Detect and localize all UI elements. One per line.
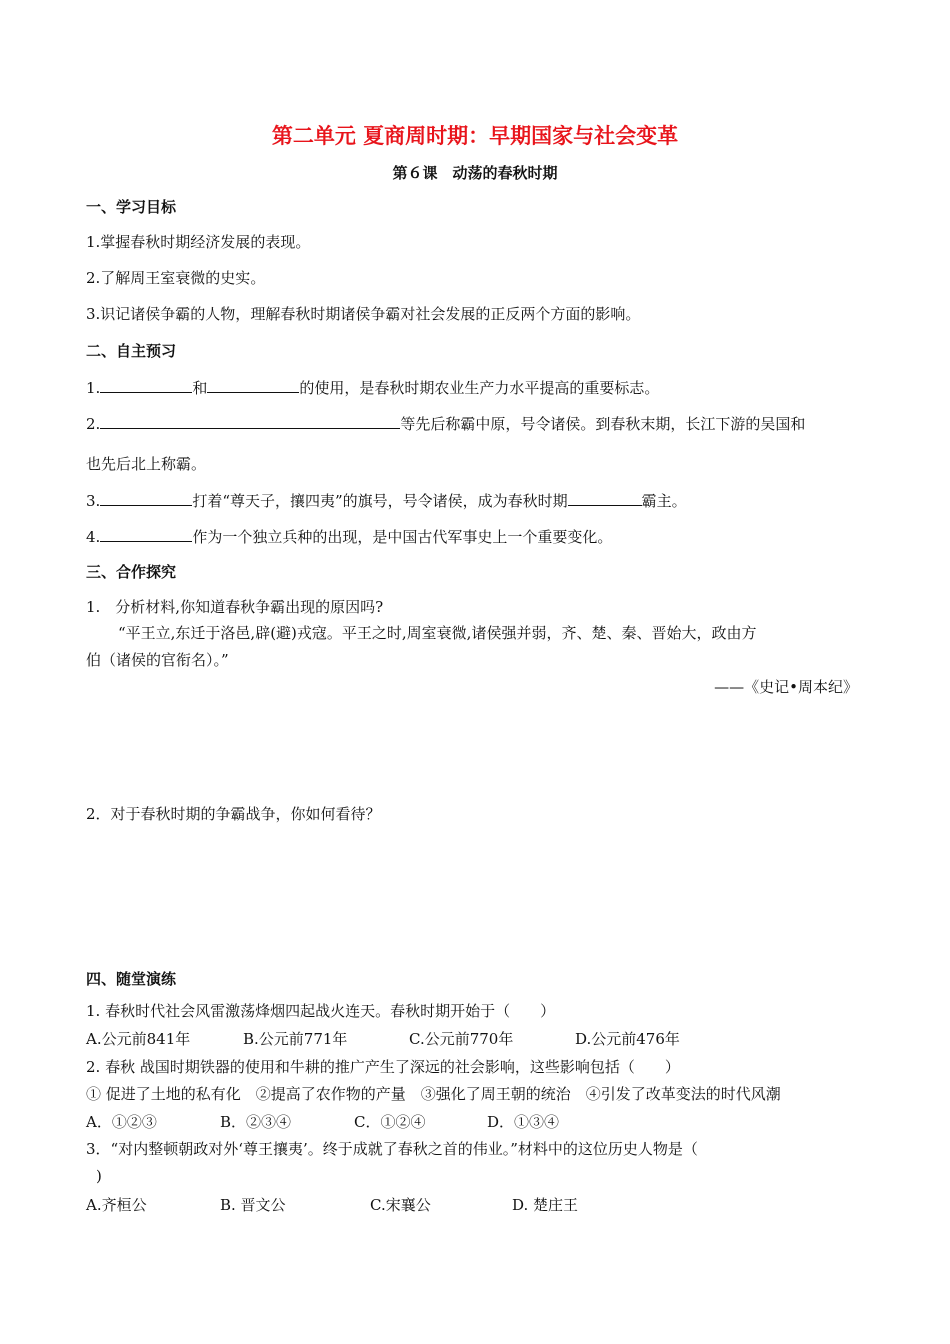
question-number: 4.	[86, 528, 101, 546]
answer-blank[interactable]	[100, 490, 192, 506]
option-c[interactable]: C.公元前770年	[409, 1030, 514, 1048]
question-text: 的使用，是春秋时期农业生产力水平提高的重要标志。	[299, 379, 660, 397]
unit-title: 第二单元 夏商周时期：早期国家与社会变革	[271, 124, 679, 148]
goal-item: 1.掌握春秋时期经济发展的表现。	[86, 233, 311, 251]
question-text: 和	[192, 379, 208, 397]
practice-options-2	[86, 1112, 559, 1132]
question-text: 霸主。	[641, 492, 687, 510]
option-a[interactable]: A.公元前841年	[86, 1030, 191, 1048]
section-heading-explore: 三、合作探究	[86, 563, 177, 581]
practice-question-2: 2. 春秋 战国时期铁器的使用和牛耕的推广产生了深远的社会影响，这些影响包括（ ）	[86, 1058, 680, 1076]
goal-item: 3.识记诸侯争霸的人物，理解春秋时期诸侯争霸对社会发展的正反两个方面的影响。	[86, 305, 641, 323]
question-number: 3.	[86, 492, 101, 510]
practice-question-3-cont: )	[96, 1167, 102, 1185]
option-d[interactable]: D. 楚庄王	[512, 1196, 579, 1214]
section-heading-preview: 二、自主预习	[86, 342, 177, 360]
answer-blank[interactable]	[568, 490, 642, 506]
question-text: 等先后称霸中原，号令诸侯。到春秋末期，长江下游的吴国和	[400, 415, 806, 433]
option-a[interactable]: A．①②③	[86, 1113, 157, 1131]
goal-item: 2.了解周王室衰微的史实。	[86, 269, 266, 287]
answer-blank[interactable]	[100, 377, 192, 393]
option-d[interactable]: D.公元前476年	[575, 1030, 680, 1048]
answer-blank[interactable]	[207, 377, 299, 393]
practice-statements-2: ① 促进了土地的私有化 ②提高了农作物的产量 ③强化了周王朝的统治 ④引发了改革变法的时代风潮	[86, 1085, 781, 1103]
preview-question-1	[86, 377, 659, 398]
preview-question-2-cont: 也先后北上称霸。	[86, 455, 207, 473]
option-b[interactable]: B.公元前771年	[243, 1030, 348, 1048]
explore-question-1: 1. 分析材料,你知道春秋争霸出现的原因吗?	[86, 598, 384, 616]
practice-options-3	[86, 1195, 578, 1215]
answer-blank[interactable]	[100, 526, 192, 542]
quote-source: ——《史记•周本纪》	[714, 678, 858, 696]
quote-text: 伯（诸侯的官衔名）。”	[86, 651, 229, 669]
preview-question-2	[86, 413, 805, 434]
option-d[interactable]: D．①③④	[487, 1113, 560, 1131]
quote-text: “平王立,东迁于洛邑,辟(避)戎寇。平王之时,周室衰微,诸侯强并弱，齐、楚、秦、晋始大，政由方	[118, 624, 757, 642]
question-number: 1.	[86, 379, 101, 397]
option-c[interactable]: C.宋襄公	[370, 1196, 431, 1214]
explore-question-2: 2．对于春秋时期的争霸战争，你如何看待？	[86, 805, 381, 823]
practice-question-1: 1. 春秋时代社会风雷激荡烽烟四起战火连天。春秋时期开始于（ ）	[86, 1002, 556, 1020]
practice-options-1	[86, 1029, 680, 1049]
preview-question-4	[86, 526, 612, 547]
section-heading-practice: 四、随堂演练	[86, 970, 177, 988]
option-a[interactable]: A.齐桓公	[86, 1196, 147, 1214]
option-c[interactable]: C．①②④	[354, 1113, 426, 1131]
section-heading-goals: 一、学习目标	[86, 198, 177, 216]
lesson-title: 第６课 动荡的春秋时期	[392, 164, 558, 182]
practice-question-3: 3．“对内整顿朝政对外‘尊王攘夷’。终于成就了春秋之首的伟业。”材料中的这位历史人物是（	[86, 1140, 698, 1158]
question-number: 2.	[86, 415, 101, 433]
question-text: 打着“尊天子，攘四夷”的旗号，号令诸侯，成为春秋时期	[192, 492, 568, 510]
question-text: 作为一个独立兵种的出现，是中国古代军事史上一个重要变化。	[192, 528, 613, 546]
answer-blank[interactable]	[100, 413, 400, 429]
preview-question-3	[86, 490, 687, 511]
option-b[interactable]: B. 晋文公	[220, 1196, 286, 1214]
option-b[interactable]: B．②③④	[220, 1113, 292, 1131]
